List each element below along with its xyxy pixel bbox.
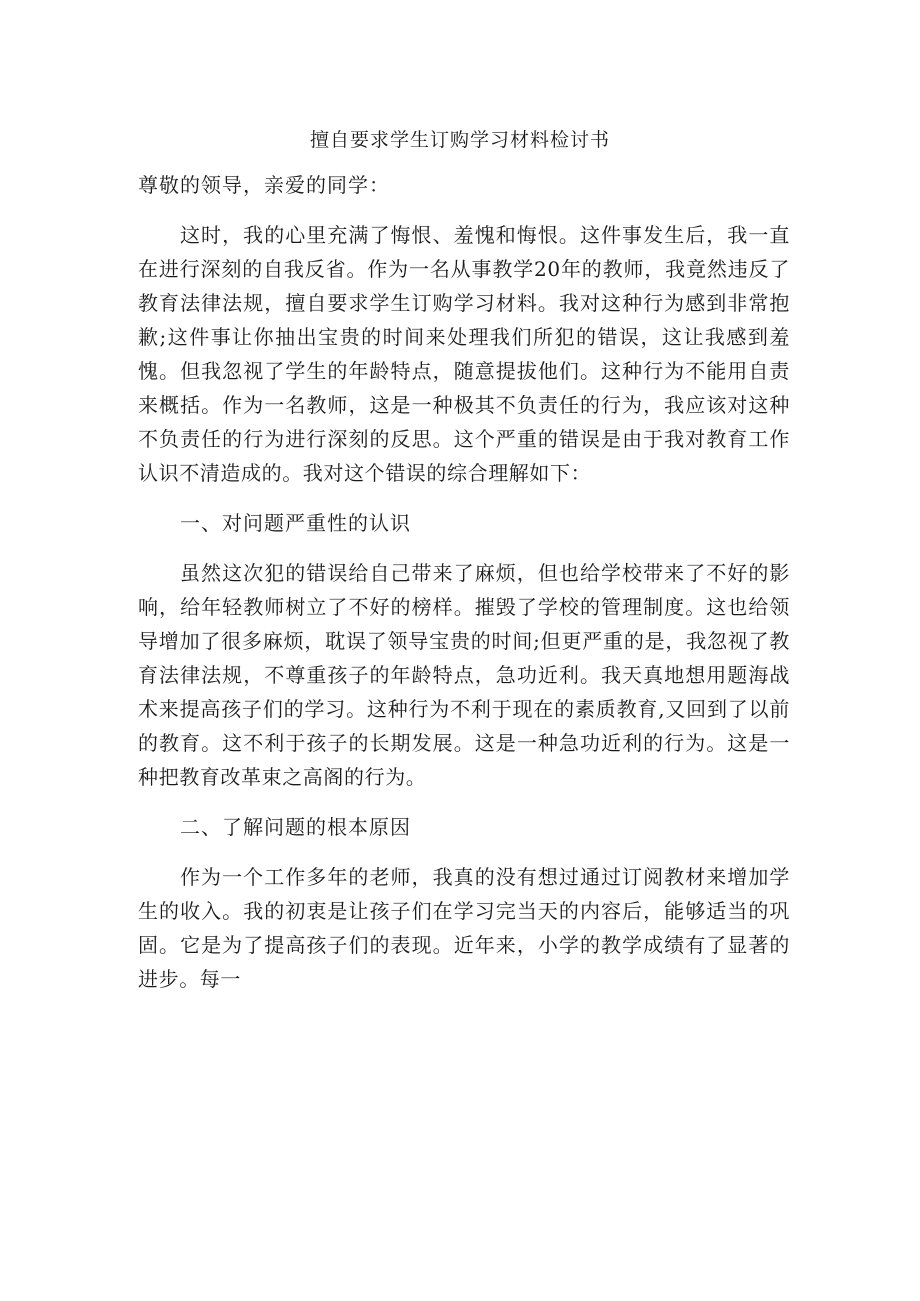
- paragraph-remorse: 这时，我的心里充满了悔恨、羞愧和悔恨。这件事发生后，我一直在进行深刻的自我反省。作为一名从事教学20年的教师，我竟然违反了教育法律法规，擅自要求学生订购学习材料。我对这种行为感到非常抱歉;这件事让你抽出宝贵的时间来处理我们所犯的错误，这让我感到羞愧。但我忽视了学生的年龄特点，随意提拔他们。这种行为不能用自责来概括。作为一名教师，这是一种极其不负责任的行为，我应该对这种不负责任的行为进行深刻的反思。这个严重的错误是由于我对教育工作认识不清造成的。我对这个错误的综合理解如下：: [138, 223, 790, 485]
- section-heading-seriousness: 一、对问题严重性的认识: [180, 511, 411, 535]
- paragraph-root-cause: 作为一个工作多年的老师，我真的没有想过通过订阅教材来增加学生的收入。我的初衷是让孩子们在学习完当天的内容后，能够适当的巩固。它是为了提高孩子们的表现。近年来，小学的教学成绩有了显著的进步。每一: [138, 865, 790, 991]
- document-title: 擅自要求学生订购学习材料检讨书: [309, 129, 610, 151]
- paragraph-seriousness: 虽然这次犯的错误给自己带来了麻烦，但也给学校带来了不好的影响，给年轻教师树立了不好的榜样。摧毁了学校的管理制度。这也给领导增加了很多麻烦，耽误了领导宝贵的时间;但更严重的是，我忽视了教育法律法规，不尊重孩子的年龄特点，急功近利。我天真地想用题海战术来提高孩子们的学习。这种行为不利于现在的素质教育,又回到了以前的教育。这不利于孩子的长期发展。这是一种急功近利的行为。这是一种把教育改革束之高阁的行为。: [138, 561, 790, 789]
- section-heading-root-cause: 二、了解问题的根本原因: [180, 815, 411, 839]
- document-body: [138, 168, 790, 1012]
- salutation: 尊敬的领导，亲爱的同学：: [138, 173, 390, 197]
